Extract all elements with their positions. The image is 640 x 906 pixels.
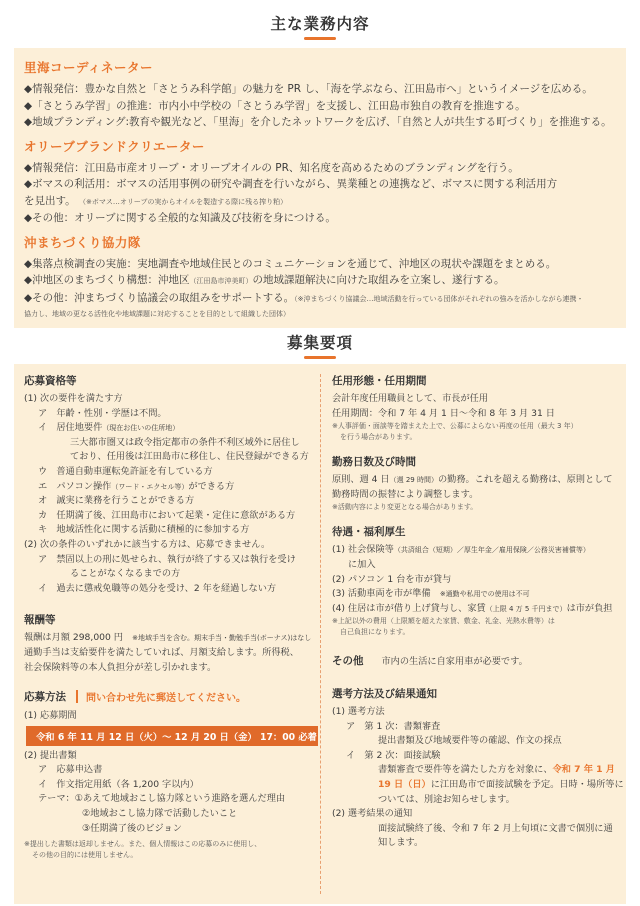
role-note: （江田島市沖美町） <box>189 277 253 285</box>
benefit-note: （共済組合（短期）／厚生年金／雇用保険／公務災害補償等） <box>393 546 590 555</box>
req-note: （現在お住いの住所地） <box>102 424 180 433</box>
salary-line <box>24 631 312 646</box>
req-line: イ 過去に懲戒免職等の処分を受け、2 年を経過しない方 <box>38 582 277 594</box>
application-block <box>24 689 317 861</box>
salary-line: 社会保険料等の本人負担分が差し引かれます。 <box>24 661 217 673</box>
req-line: カ 任期満了後、江田島市において起業・定住に意欲がある方 <box>38 509 296 521</box>
role-line-text: ◆沖地区のまちづくり構想：沖地区 <box>24 274 190 286</box>
selection-text: に江田島市で面接試験を予定。日時・場所等に <box>430 778 624 790</box>
benefit-text: (3) 活動車両を市が準備 <box>332 588 431 600</box>
benefit-line <box>332 587 618 602</box>
selection-text: 書類審査で要件等を満たした方を対象に、 <box>378 764 553 776</box>
block-title: その他 <box>332 655 364 668</box>
role-line-text: ◆その他：沖まちづくり協議会の取組みをサポートする。 <box>24 291 295 304</box>
role-oki <box>24 233 616 321</box>
req-line <box>24 480 312 495</box>
interview-date-highlight: 19 日（日） <box>378 778 431 790</box>
role-line <box>24 307 616 320</box>
req-text: イ 居住地要件 <box>38 422 103 434</box>
doc-line: イ 作文指定用紙（各 1,200 字以内） <box>38 778 199 790</box>
doc-line: テーマ：①あえて地域おこし協力隊という進路を選んだ理由 <box>38 793 286 805</box>
role-line <box>24 272 616 290</box>
employment-line: 任用期間：令和 7 年 4 月 1 日〜令和 8 年 3 月 31 日 <box>332 407 555 419</box>
req-line: ることがなくなるまでの方 <box>70 568 181 580</box>
role-title: 沖まちづくり協力隊 <box>24 234 141 250</box>
interview-date-highlight: 令和 7 年 1 月 <box>552 764 615 776</box>
selection-line: ついては、別途お知らせします。 <box>378 793 515 805</box>
employment-note: ※人事評価・面談等を踏まえた上で、公募によらない再度の任用（最大 3 年） <box>332 422 578 431</box>
benefit-note: 自己負担になります。 <box>340 628 410 637</box>
benefit-line: (2) パソコン 1 台を市が貸与 <box>332 573 452 585</box>
right-column <box>320 364 626 904</box>
left-column <box>14 364 320 904</box>
doc-line: ア 応募申込書 <box>38 764 103 776</box>
doc-line: ③任期満了後のビジョン <box>82 822 182 834</box>
block-title: 任用形態・任用期間 <box>332 375 427 387</box>
employment-note: を行う場合があります。 <box>340 433 417 442</box>
role-line: ◆情報発信：豊かな自然と「さとうみ科学館」の魅力を PR し、「海を学ぶなら、江田島市へ」というイメージを広める。 <box>24 83 593 95</box>
hours-text: 原則、週 4 日 <box>332 474 390 486</box>
other-line <box>332 654 618 670</box>
duties-panel <box>14 48 626 328</box>
role-note: （※ボマス…オリーブの実からオイルを製造する際に残る搾り粕） <box>79 197 288 206</box>
section-title-recruit: 募集要項 <box>286 334 353 352</box>
block-title: 応募資格等 <box>24 375 77 387</box>
benefit-note: （上限 4 万 5 千円まで） <box>485 604 567 613</box>
req-line: オ 誠実に業務を行うことができる方 <box>38 495 195 507</box>
block-title: 選考方法及び結果通知 <box>332 687 437 700</box>
req-line <box>24 421 312 436</box>
req-text: ができる方 <box>188 480 235 492</box>
title-underline <box>304 37 336 40</box>
period-label: (1) 応募期間 <box>24 710 77 722</box>
selection-line: (1) 選考方法 <box>332 705 385 717</box>
role-line: ◆「さとうみ学習」の推進：市内小中学校の「さとうみ学習」を支援し、江田島市独自の教育を推進する。 <box>24 99 526 112</box>
selection-line: ア 第 1 次：書類審査 <box>346 720 441 732</box>
block-title: 待遇・福利厚生 <box>332 526 406 539</box>
salary-note: ※地域手当を含む。期末手当・勤勉手当(ボーナス)はなし <box>132 634 312 643</box>
req-line: (2) 次の条件のいずれかに該当する方は、応募できません。 <box>24 538 271 550</box>
hours-line <box>332 473 618 488</box>
role-satoumi <box>24 58 616 131</box>
hours-text: の勤務。これを超える勤務は、原則として <box>437 474 613 486</box>
selection-block <box>332 686 624 851</box>
application-header <box>24 689 312 704</box>
role-line: ◆地域ブランディング:教育や観光など、「里海」を介したネットワークを広げ、「自然と人が共生する町づくり」を推進する。 <box>24 116 612 128</box>
title-underline <box>304 356 336 359</box>
benefit-line <box>332 602 618 617</box>
selection-line <box>332 778 624 793</box>
application-note: ※提出した書類は返却しません。また、個人情報はこの応募のみに使用し、 <box>24 840 262 849</box>
selection-line: イ 第 2 次：面接試験 <box>346 749 441 761</box>
role-note: （※沖まちづくり協議会…地域活動を行っている団体がそれぞれの強みを活かしながら連携・ <box>294 294 584 303</box>
req-line: ウ 普通自動車運転免許証を有している方 <box>38 465 213 477</box>
block-title: 勤務日数及び時間 <box>332 456 416 469</box>
req-line: ア 禁固以上の刑に処せられ、執行が終了する又は執行を受け <box>38 553 296 565</box>
application-period-bar: 令和 6 年 11 月 12 日（火）〜 12 月 20 日（金） 17：00 必着 <box>26 726 318 746</box>
hours-note: ※活動内容により変更となる場合があります。 <box>332 503 478 512</box>
doc-line: ②地域おこし協力隊で活動したいこと <box>82 808 238 820</box>
selection-line: 提出書類及び地域要件等の確認、作文の採点 <box>378 735 562 747</box>
benefit-line <box>332 543 618 558</box>
other-block <box>332 654 618 670</box>
docs-label: (2) 提出書類 <box>24 749 77 761</box>
role-olive <box>24 137 616 227</box>
header-separator <box>76 690 78 703</box>
role-line-text: を見出す。 <box>24 194 76 207</box>
role-line <box>24 290 616 308</box>
other-text: 市内の生活に自家用車が必要です。 <box>381 656 528 668</box>
req-line: キ 地域活性化に関する活動に積極的に参加する方 <box>38 524 250 536</box>
req-line: ており、任用後は江田島市に移住し、住民登録ができる方 <box>70 451 309 463</box>
salary-line: 通勤手当は支給要件を満たしていれば、月額支給します。所得税、 <box>24 646 299 658</box>
benefits-block <box>332 524 618 638</box>
benefit-line: に加入 <box>348 558 376 570</box>
hours-line: 勤務時間の振替により調整します。 <box>332 488 479 500</box>
benefit-text: は市が負担 <box>566 602 613 614</box>
benefit-note: ※通勤や私用での使用は不可 <box>439 590 530 599</box>
req-text: エ パソコン操作 <box>38 480 112 492</box>
role-title: オリーブブランドクリエーター <box>24 138 205 154</box>
role-line <box>24 193 616 211</box>
req-note: （ワード・エクセル等） <box>111 482 189 491</box>
block-title: 報酬等 <box>24 614 56 627</box>
benefit-text: (4) 住居は市が借り上げ貸与し、家賃 <box>332 602 486 614</box>
application-highlight: 問い合わせ先に郵送してください。 <box>86 693 246 705</box>
recruit-panel <box>14 364 626 904</box>
role-line: ◆その他：オリーブに関する全般的な知識及び技術を身につける。 <box>24 212 336 224</box>
role-line: ◆ボマスの利活用：ボマスの活用事例の研究や調査を行いながら、異業種との連携など、ボマスに関する利活用方 <box>24 178 558 190</box>
role-note: 協力し、地域の更なる活性化や地域課題に対応することを目的として組織した団体） <box>24 310 290 318</box>
benefit-text: (1) 社会保険等 <box>332 544 394 556</box>
selection-line: 面接試験終了後、令和 7 年 2 月上旬頃に文書で個別に通 <box>378 822 613 834</box>
role-line: ◆集落点検調査の実施：実地調査や地域住民とのコミュニケーションを通じて、沖地区の現状や課題をまとめる。 <box>24 257 557 270</box>
req-line: 三大都市圏又は政令指定都市の条件不利区域外に居住し <box>70 436 300 448</box>
role-line: ◆情報発信：江田島市産オリーブ・オリーブオイルの PR、知名度を高めるためのブランディングを行う。 <box>24 161 519 174</box>
selection-line <box>332 763 618 778</box>
role-title: 里海コーディネーター <box>24 60 154 75</box>
application-note: その他の目的には使用しません。 <box>32 851 138 860</box>
section-title-duties: 主な業務内容 <box>270 15 370 33</box>
selection-line: 知します。 <box>378 837 424 849</box>
employment-block <box>332 373 618 443</box>
selection-line: (2) 選考結果の通知 <box>332 808 413 820</box>
salary-block <box>24 612 312 675</box>
salary-text: 報酬は月額 298,000 円 <box>24 632 123 644</box>
req-line: (1) 次の要件を満たす方 <box>24 393 123 404</box>
role-line-text: の地域課題解決に向けた取組みを立案し、遂行する。 <box>252 274 505 286</box>
block-title: 応募方法 <box>24 691 66 704</box>
benefit-note: ※上記以外の費用（上限額を超えた家賃、敷金、礼金、光熱水費等）は <box>332 617 555 626</box>
req-line: ア 年齢・性別・学歴は不問。 <box>38 407 167 419</box>
hours-note: （週 29 時間） <box>389 476 438 485</box>
employment-line: 会計年度任用職員として、市長が任用 <box>332 393 489 404</box>
hours-block <box>332 454 618 513</box>
qualifications-block <box>24 373 312 596</box>
